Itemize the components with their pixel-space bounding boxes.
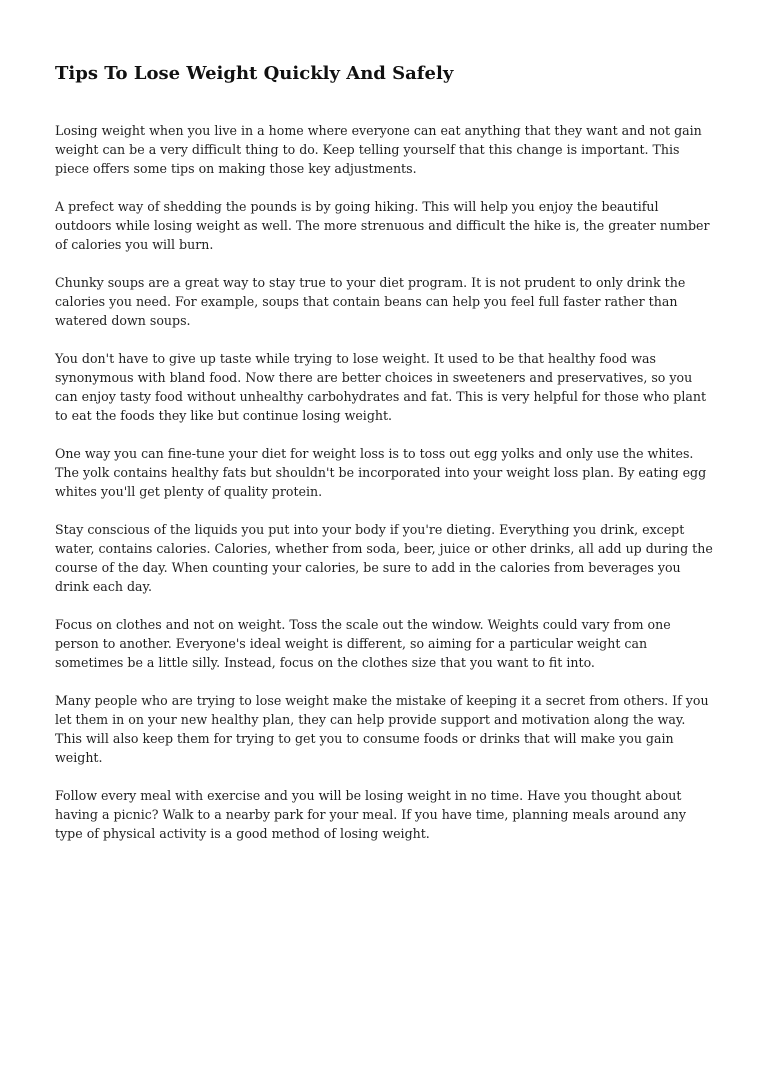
paragraph: Many people who are trying to lose weight make the mistake of keeping it a secret from others. If you let them in on your new healthy plan, they can help provide support and motivation along the way. This will also keep them for trying to get you to consume foods or drinks that will make you gain weight. [55, 693, 709, 765]
document-title: Tips To Lose Weight Quickly And Safely [55, 63, 454, 84]
paragraph: Focus on clothes and not on weight. Toss the scale out the window. Weights could vary from one person to another. Everyone's ideal weight is different, so aiming for a particular weight can sometimes be a little silly. Instead, focus on the clothes size that you want to fit into. [55, 617, 671, 670]
paragraph: Losing weight when you live in a home where everyone can eat anything that they want and not gain weight can be a very difficult thing to do. Keep telling yourself that this change is important. This piece offers some tips on making those key adjustments. [55, 123, 702, 176]
paragraph: Stay conscious of the liquids you put into your body if you're dieting. Everything you drink, except water, contains calories. Calories, whether from soda, beer, juice or other drinks, all add up during the course of the day. When counting your calories, be sure to add in the calories from beverages you drink each day. [55, 522, 713, 594]
paragraph: Follow every meal with exercise and you will be losing weight in no time. Have you thought about having a picnic? Walk to a nearby park for your meal. If you have time, planning meals around any type of physical activity is a good method of losing weight. [55, 788, 686, 841]
paragraph: One way you can fine-tune your diet for weight loss is to toss out egg yolks and only use the whites. The yolk contains healthy fats but shouldn't be incorporated into your weight loss plan. By eating egg whites you'll get plenty of quality protein. [55, 446, 707, 499]
paragraph: A prefect way of shedding the pounds is by going hiking. This will help you enjoy the beautiful outdoors while losing weight as well. The more strenuous and difficult the hike is, the greater number of calories you will burn. [55, 199, 710, 252]
paragraph: Chunky soups are a great way to stay true to your diet program. It is not prudent to only drink the calories you need. For example, soups that contain beans can help you feel full faster rather than watered down soups. [55, 275, 686, 328]
paragraph: You don't have to give up taste while trying to lose weight. It used to be that healthy food was synonymous with bland food. Now there are better choices in sweeteners and preservatives, so you can enjoy tasty food without unhealthy carbohydrates and fat. This is very helpful for those who plant to eat the foods they like but continue losing weight. [55, 351, 707, 423]
document-page [55, 62, 715, 862]
